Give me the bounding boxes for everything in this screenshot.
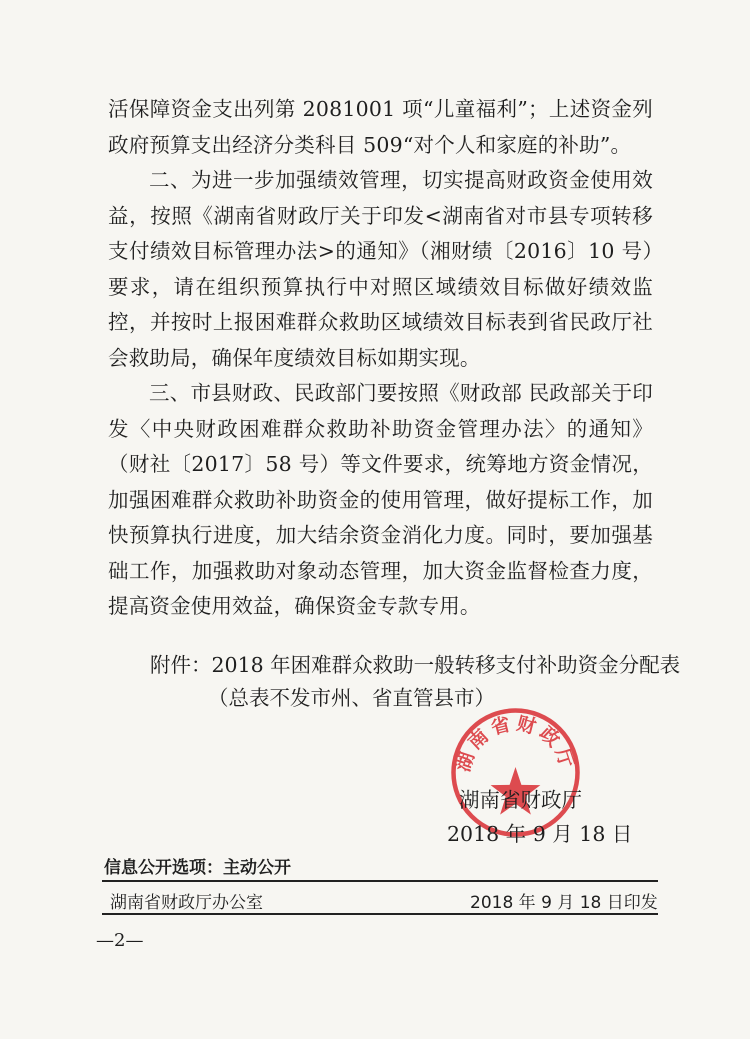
disclosure-option: 信息公开选项：主动公开 — [104, 858, 291, 878]
footer-bottom-rule — [102, 913, 658, 915]
footer-top-rule — [102, 880, 658, 882]
signature-date: 2018 年 9 月 18 日 — [447, 822, 633, 846]
print-date: 2018 年 9 月 18 日印发 — [470, 893, 658, 913]
seal-text: 湖南省财政厅 — [452, 712, 579, 775]
paragraph-three: 三、市县财政、民政部门要按照《财政部 民政部关于印发〈中央财政困难群众救助补助资金管理办法〉的通知》（财社〔2017〕58 号）等文件要求，统筹地方资金情况，加强困难群众救助补助资金的使用管理，做好提标工作，加快预算执行进度，加大结余资金消化力度。同时，要加强基础工作，加强救助对象动态管理，加大资金监督检查力度，提高资金使用效益，确保资金专款专用。 — [108, 381, 653, 618]
issuing-office: 湖南省财政厅办公室 — [110, 893, 263, 913]
svg-text:湖南省财政厅 — [451, 711, 579, 774]
paragraph-continuation: 活保障资金支出列第 2081001 项“儿童福利”；上述资金列政府预算支出经济分类科目 509“对个人和家庭的补助”。 — [108, 97, 653, 157]
paragraph-two: 二、为进一步加强绩效管理，切实提高财政资金使用效益，按照《湖南省财政厅关于印发<湖南省对市县专项转移支付绩效目标管理办法>的通知》（湘财绩〔2016〕10 号）要求，请在组织预算执行中对照区域绩效目标做好绩效监控，并按时上报困难群众救助区域绩效目标表到省民政厅社会救助局，确保年度绩效目标如期实现。 — [108, 168, 653, 370]
signature-org: 湖南省财政厅 — [459, 788, 582, 812]
attachment-note: （总表不发市州、省直管县市） — [208, 686, 495, 710]
page-number: —2— — [96, 930, 144, 951]
attachment-line: 附件：2018 年困难群众救助一般转移支付补助资金分配表 — [150, 653, 681, 677]
